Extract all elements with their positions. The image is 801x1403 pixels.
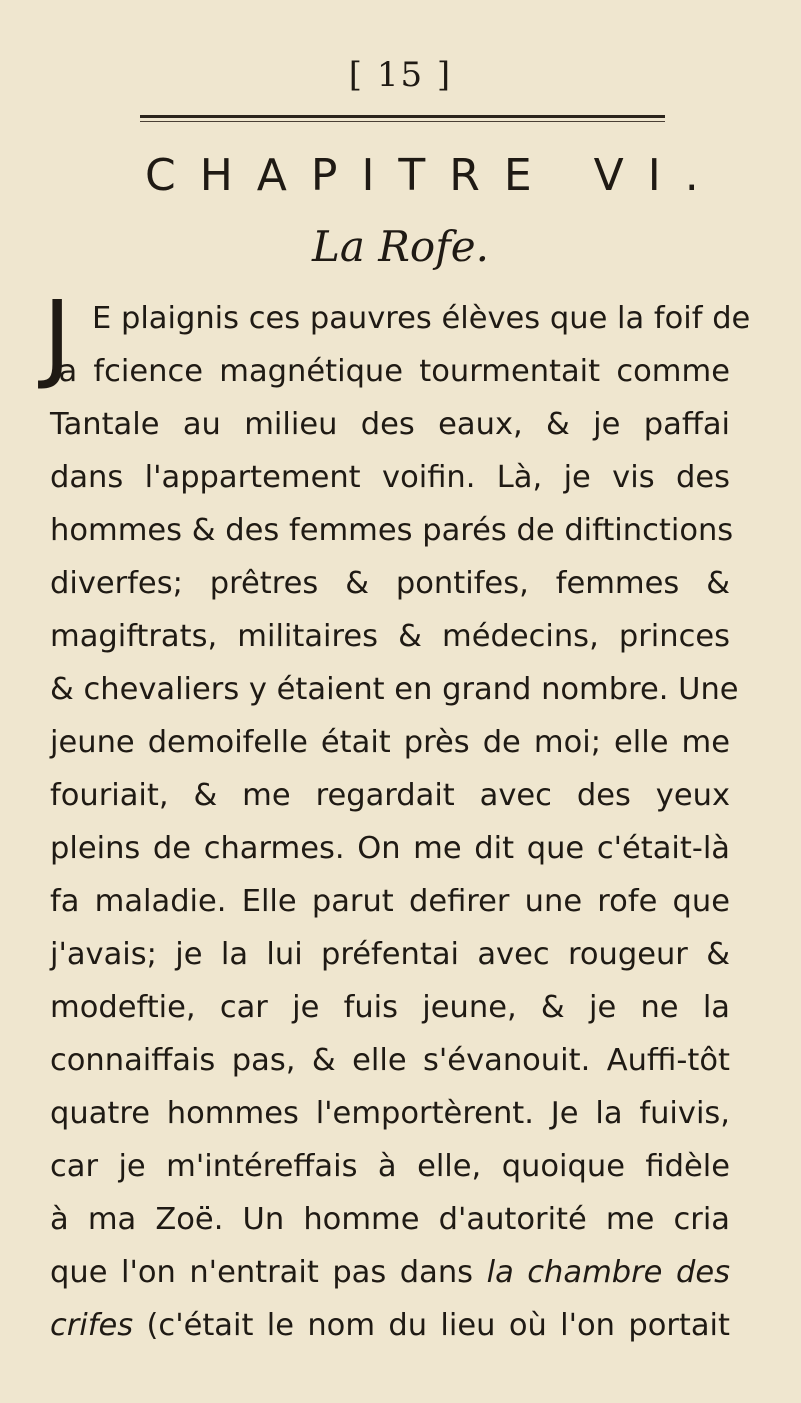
page-number: [ 15 ] <box>348 55 453 95</box>
text-line: à ma Zoë. Un homme d'autorité me cria <box>50 1202 730 1237</box>
chapter-subtitle: La Rofe. <box>312 222 489 271</box>
text-line: & chevaliers y étaient en grand nombre. Une <box>50 672 739 707</box>
text-line: la fcience magnétique tourmentait comme <box>50 354 730 389</box>
text-segment: (c'était le nom du lieu où l'on portait <box>146 1308 730 1343</box>
text-line: modeftie, car je fuis jeune, & je ne la <box>50 990 730 1025</box>
first-line: E plaignis ces pauvres élèves que la foif de <box>92 301 751 336</box>
text-line: pleins de charmes. On me dit que c'était-là <box>50 831 730 866</box>
text-line: Tantale au milieu des eaux, & je paffai <box>50 407 730 442</box>
text-line-mixed <box>50 1246 730 1299</box>
text-line: j'avais; je la lui préfentai avec rougeur & <box>50 937 730 972</box>
text-line: fouriait, & me regardait avec des yeux <box>50 778 730 813</box>
chapter-heading: CHAPITRE VI. <box>145 150 723 201</box>
text-line: car je m'intéreffais à elle, quoique fidèle <box>50 1149 730 1184</box>
text-line: fa maladie. Elle parut defirer une rofe que <box>50 884 730 919</box>
text-line: magiftrats, militaires & médecins, princes <box>50 619 730 654</box>
body-text <box>50 345 739 1352</box>
italic-segment: crifes <box>50 1308 134 1343</box>
text-line: diverfes; prêtres & pontifes, femmes & <box>50 566 730 601</box>
text-line: hommes & des femmes parés de diftinctions <box>50 513 734 548</box>
drop-cap: J <box>43 280 72 392</box>
text-segment: que l'on n'entrait pas dans <box>50 1255 474 1290</box>
text-line: jeune demoifelle était près de moi; elle me <box>50 725 730 760</box>
header-rule <box>140 115 665 118</box>
text-line: connaiffais pas, & elle s'évanouit. Auffi-tôt <box>50 1043 730 1078</box>
italic-segment: la chambre des <box>486 1255 730 1290</box>
text-line: quatre hommes l'emportèrent. Je la fuivis, <box>50 1096 730 1131</box>
text-line: dans l'appartement voifin. Là, je vis des <box>50 460 730 495</box>
text-line-mixed <box>50 1299 730 1352</box>
header-rule-thin <box>140 121 665 122</box>
